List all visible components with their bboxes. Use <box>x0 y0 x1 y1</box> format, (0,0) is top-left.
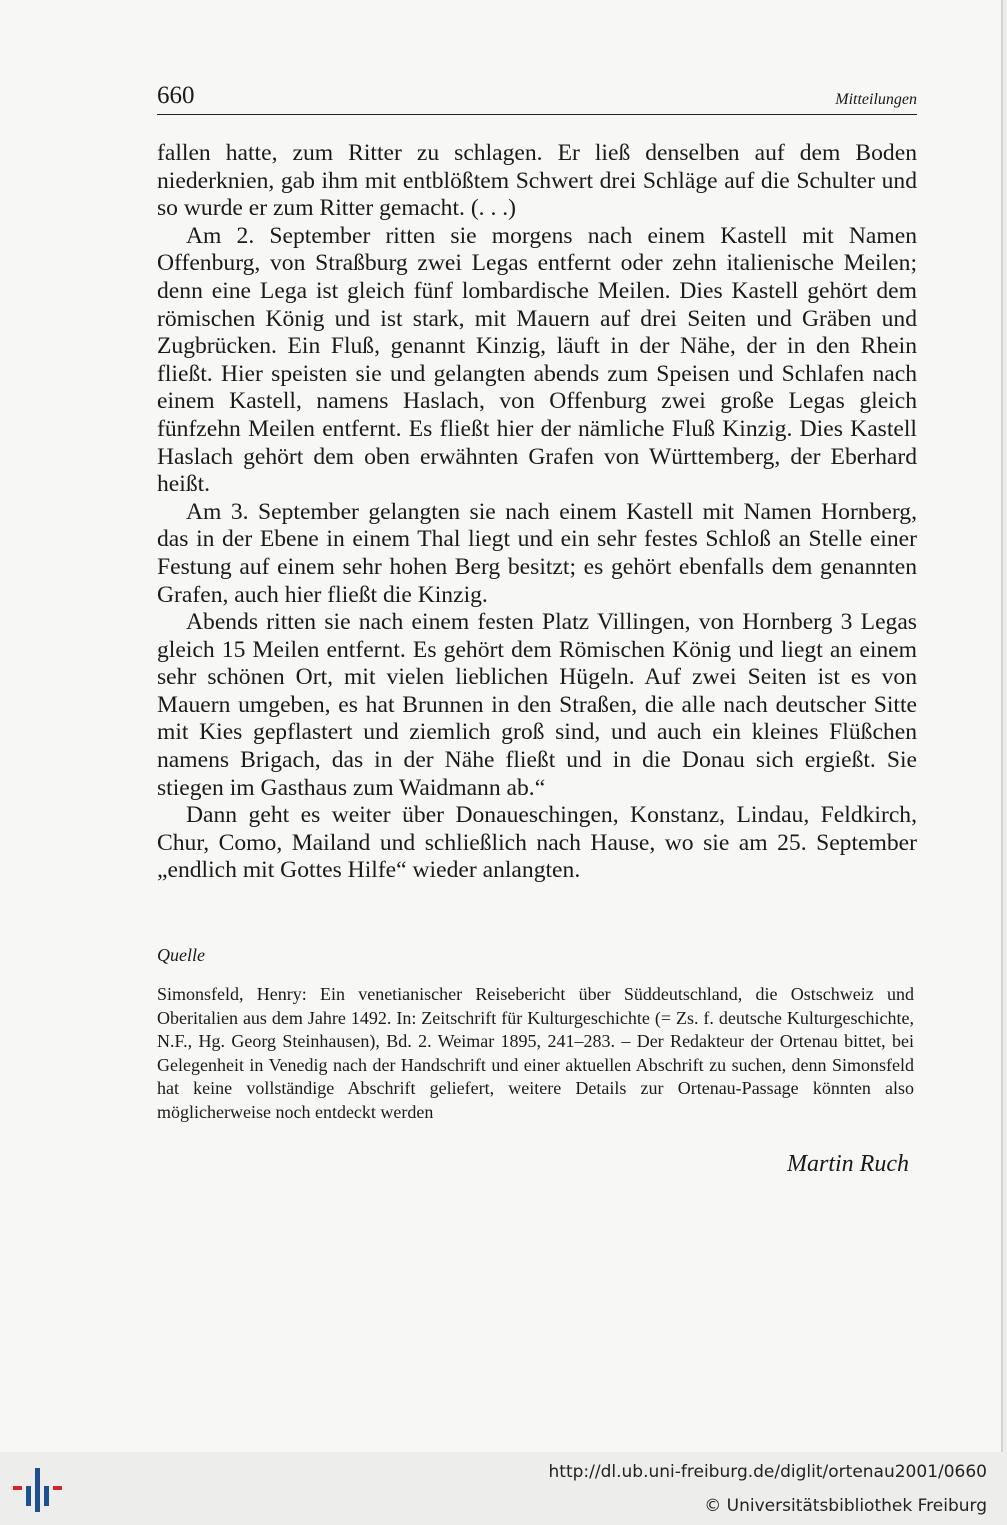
paragraph: Dann geht es weiter über Donaueschingen, Konstanz, Lindau, Feldkirch, Chur, Como, Mailand und schließlich nach Hause, wo sie am 25. September „endlich mit Gottes Hilfe“ wieder anlangten. <box>157 802 917 884</box>
paragraph: Abends ritten sie nach einem festen Platz Villingen, von Hornberg 3 Legas gleich 15 Meilen entfernt. Es gehört dem Römischen König und liegt an einem sehr schönen Ort, mit vielen lieblichen Hügeln. Auf zwei Seiten ist es von Mauern umgeben, es hat Brunnen in den Straßen, die alle nach deutscher Sitte mit Kies gepflastert und ziemlich groß sind, und auch ein kleines Flüßchen namens Brigach, das in der Nähe fließt und in die Donau sich ergießt. Sie stiegen im Gasthaus zum Waidmann ab.“ <box>157 609 917 801</box>
ub-freiburg-logo-icon[interactable] <box>13 1464 65 1514</box>
footer-copyright: © Universitätsbibliothek Freiburg <box>704 1496 987 1516</box>
source-citation: Simonsfeld, Henry: Ein venetianischer Reisebericht über Süddeutschland, die Ostschweiz und Oberitalien aus dem Jahre 1492. In: Zeitschrift für Kulturgeschichte (= Zs. f. deutsche Kulturgeschichte, N.F., Hg. Georg Steinhausen), Bd. 2. Weimar 1895, 241–283. – Der Redakteur der Ortenau bittet, bei Gelegenheit in Venedig nach der Handschrift und einer aktuellen Abschrift zu suchen, denn Simonsfeld hat keine vollständige Abschrift geliefert, weitere Details zur Ortenau-Passage könnten also möglicherweise noch entdeckt werden <box>157 984 914 1122</box>
footer-bar <box>0 1454 1007 1525</box>
paragraph: Am 2. September ritten sie morgens nach einem Kastell mit Namen Offenburg, von Straßburg zwei Legas entfernt oder zehn italienische Meilen; denn eine Lega ist gleich fünf lombardische Meilen. Dies Kastell gehört dem römischen König und ist stark, mit Mauern auf drei Seiten und Gräben und Zugbrücken. Ein Fluß, genannt Kinzig, läuft in der Nähe, der in den Rhein fließt. Hier speisten sie und gelangten abends zum Speisen und Schlafen nach einem Kastell, namens Haslach, von Offenburg zwei große Legas gleich fünfzehn Meilen entfernt. Es fließt hier der nämliche Fluß Kinzig. Dies Kastell Haslach gehört dem oben erwähnten Grafen von Württemberg, der Eberhard heißt. <box>157 222 917 498</box>
author-signature: Martin Ruch <box>787 1151 909 1177</box>
paragraph: fallen hatte, zum Ritter zu schlagen. Er ließ denselben auf dem Boden niederknien, gab ihm mit entblößtem Schwert drei Schläge auf die Schulter und so wurde er zum Ritter gemacht. (. . .) <box>157 140 917 222</box>
page-number: 660 <box>157 82 195 109</box>
running-head: Mitteilungen <box>835 91 917 108</box>
page-header <box>157 82 917 115</box>
paragraph: Am 3. September gelangten sie nach einem Kastell mit Namen Hornberg, das in der Ebene in einem Thal liegt und ein sehr festes Schloß an Stelle einer Festung auf einem sehr hohen Berg besitzt; es gehört ebenfalls dem genannten Grafen, auch hier fließt die Kinzig. <box>157 498 917 608</box>
footer-url-link[interactable]: http://dl.ub.uni-freiburg.de/diglit/ortenau2001/0660 <box>548 1462 987 1482</box>
source-heading: Quelle <box>157 945 205 965</box>
body-text <box>157 140 917 885</box>
